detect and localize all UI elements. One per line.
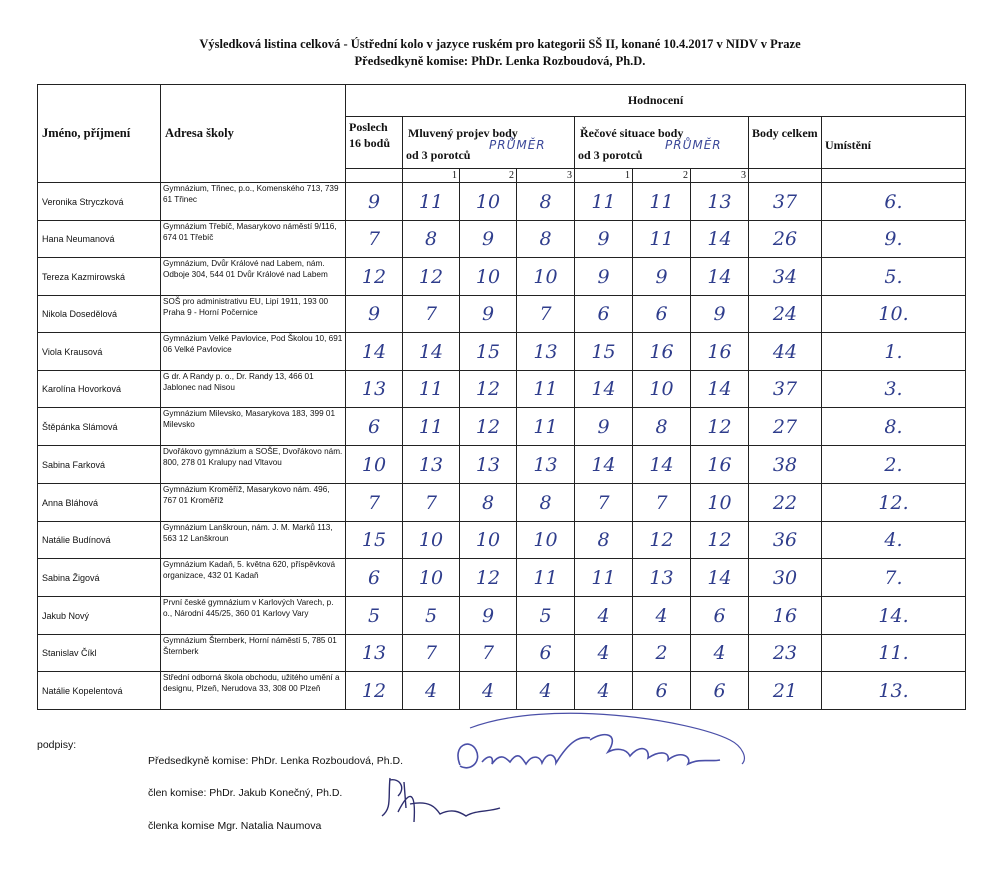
speech-judge2-score: 12 [460,559,517,597]
speech-judge-2: 2 [460,169,517,183]
listening-score: 9 [346,183,403,221]
school-address: G dr. A Randy p. o., Dr. Randy 13, 466 01 Jablonec nad Nisou [161,371,346,408]
situation-judge3-score: 14 [691,559,749,597]
student-name: Sabina Farková [38,446,161,484]
speech-judge1-score: 10 [403,559,460,597]
placement: 7. [822,559,966,597]
situation-judge2-score: 7 [633,484,691,522]
speech-judge2-score: 9 [460,296,517,333]
student-name: Nikola Dosedělová [38,296,161,333]
speech-judge3-score: 10 [517,522,575,559]
speech-judge1-score: 11 [403,408,460,446]
col-school-header: Adresa školy [161,85,346,183]
situation-judge2-score: 13 [633,559,691,597]
situation-judge2-score: 14 [633,446,691,484]
situations-avg-note: PRŮMĚR [665,138,722,152]
speech-judge1-score: 12 [403,258,460,296]
situation-judge1-score: 11 [575,559,633,597]
placement: 12. [822,484,966,522]
speech-judge1-score: 8 [403,221,460,258]
total-score: 23 [749,635,822,672]
total-score: 37 [749,183,822,221]
total-score: 30 [749,559,822,597]
total-score: 21 [749,672,822,710]
listening-score: 6 [346,408,403,446]
speech-judge1-score: 11 [403,183,460,221]
speech-judge3-score: 7 [517,296,575,333]
col-listening-header: Poslech 16 bodů [346,117,403,169]
situation-judge2-score: 8 [633,408,691,446]
member-chair: Předsedkyně komise: PhDr. Lenka Rozboudová, Ph.D. [148,755,404,767]
table-row [38,559,966,597]
speech-judge3-score: 6 [517,635,575,672]
speech-sub: od 3 porotců [406,148,471,162]
student-name: Veronika Stryczková [38,183,161,221]
listening-score: 10 [346,446,403,484]
speech-judge2-score: 10 [460,258,517,296]
speech-judge2-score: 15 [460,333,517,371]
situation-judge2-score: 11 [633,183,691,221]
document-title: Výsledková listina celková - Ústřední kolo v jazyce ruském pro kategorii SŠ II, konané 10.4.2017 v NIDV v Praze [199,37,801,51]
table-row [38,371,966,408]
speech-judge2-score: 9 [460,597,517,635]
signatures-label: podpisy: [37,739,77,751]
total-score: 38 [749,446,822,484]
listening-score: 6 [346,559,403,597]
table-row [38,635,966,672]
student-name: Stanislav Číkl [38,635,161,672]
student-name: Jakub Nový [38,597,161,635]
judge-num-blank [346,169,403,183]
situation-judge3-score: 4 [691,635,749,672]
table-row [38,333,966,371]
speech-judge1-score: 14 [403,333,460,371]
situation-judge3-score: 6 [691,597,749,635]
speech-judge3-score: 4 [517,672,575,710]
speech-judge2-score: 8 [460,484,517,522]
situation-judge3-score: 9 [691,296,749,333]
situation-judge1-score: 11 [575,183,633,221]
student-name: Natálie Kopelentová [38,672,161,710]
school-address: První české gymnázium v Karlových Varech, p. o., Národní 445/25, 360 01 Karlovy Vary [161,597,346,635]
judge-num-blank [749,169,822,183]
situation-judge2-score: 9 [633,258,691,296]
student-name: Tereza Kazmirowská [38,258,161,296]
school-address: Gymnázium, Třinec, p.o., Komenského 713, 739 61 Třinec [161,183,346,221]
situation-judge2-score: 2 [633,635,691,672]
placement: 6. [822,183,966,221]
member-konecny: člen komise: PhDr. Jakub Konečný, Ph.D. [148,787,343,799]
placement: 10. [822,296,966,333]
situation-judge2-score: 6 [633,296,691,333]
school-address: Gymnázium Třebíč, Masarykovo náměstí 9/116, 674 01 Třebíč [161,221,346,258]
situation-judge3-score: 14 [691,371,749,408]
total-score: 27 [749,408,822,446]
speech-judge1-score: 7 [403,296,460,333]
speech-judge2-score: 7 [460,635,517,672]
speech-judge2-score: 10 [460,522,517,559]
situations-judge-1: 1 [575,169,633,183]
school-address: Gymnázium Velké Pavlovice, Pod Školou 10, 691 06 Velké Pavlovice [161,333,346,371]
situation-judge3-score: 12 [691,522,749,559]
table-row [38,221,966,258]
table-row [38,408,966,446]
school-address: Gymnázium Šternberk, Horní náměstí 5, 785 01 Šternberk [161,635,346,672]
situation-judge3-score: 12 [691,408,749,446]
situation-judge3-score: 16 [691,333,749,371]
speech-judge3-score: 8 [517,484,575,522]
committee-chair-line: Předsedkyně komise: PhDr. Lenka Rozboudová, Ph.D. [354,54,646,68]
placement: 5. [822,258,966,296]
situations-sub: od 3 porotců [578,148,643,162]
situation-judge1-score: 6 [575,296,633,333]
listening-score: 7 [346,484,403,522]
col-name-header: Jméno, příjmení [38,85,161,183]
speech-judge3-score: 11 [517,408,575,446]
speech-judge3-score: 10 [517,258,575,296]
speech-judge1-score: 13 [403,446,460,484]
total-score: 24 [749,296,822,333]
total-score: 36 [749,522,822,559]
situation-judge2-score: 12 [633,522,691,559]
student-name: Hana Neumanová [38,221,161,258]
school-address: Gymnázium Lanškroun, nám. J. M. Marků 113, 563 12 Lanškroun [161,522,346,559]
speech-judge3-score: 13 [517,446,575,484]
total-score: 26 [749,221,822,258]
listening-score: 13 [346,635,403,672]
situation-judge2-score: 16 [633,333,691,371]
member-signatures [370,768,520,838]
speech-judge2-score: 12 [460,408,517,446]
student-name: Anna Bláhová [38,484,161,522]
school-address: Střední odborná škola obchodu, užitého umění a designu, Plzeň, Nerudova 33, 308 00 Plzeň [161,672,346,710]
student-name: Karolína Hovorková [38,371,161,408]
situation-judge2-score: 4 [633,597,691,635]
placement: 11. [822,635,966,672]
results-table [37,84,966,710]
speech-judge2-score: 4 [460,672,517,710]
table-row [38,522,966,559]
placement: 8. [822,408,966,446]
situation-judge1-score: 8 [575,522,633,559]
speech-judge-3: 3 [517,169,575,183]
speech-judge3-score: 13 [517,333,575,371]
speech-judge2-score: 12 [460,371,517,408]
speech-judge1-score: 4 [403,672,460,710]
situations-judge-3: 3 [691,169,749,183]
table-row [38,258,966,296]
listening-score: 15 [346,522,403,559]
situation-judge3-score: 14 [691,221,749,258]
situation-judge3-score: 10 [691,484,749,522]
listening-score: 12 [346,258,403,296]
speech-judge3-score: 5 [517,597,575,635]
speech-judge1-score: 10 [403,522,460,559]
table-row [38,446,966,484]
placement: 14. [822,597,966,635]
situation-judge1-score: 4 [575,635,633,672]
situation-judge1-score: 14 [575,371,633,408]
situation-judge1-score: 9 [575,408,633,446]
speech-judge2-score: 9 [460,221,517,258]
situations-judge-2: 2 [633,169,691,183]
table-row [38,597,966,635]
student-name: Sabina Žigová [38,559,161,597]
listening-score: 12 [346,672,403,710]
situation-judge1-score: 15 [575,333,633,371]
school-address: Gymnázium Kroměříž, Masarykovo nám. 496, 767 01 Kroměříž [161,484,346,522]
placement: 13. [822,672,966,710]
speech-judge1-score: 7 [403,484,460,522]
table-row [38,296,966,333]
situation-judge2-score: 6 [633,672,691,710]
col-situations-header [575,117,749,169]
total-score: 44 [749,333,822,371]
student-name: Viola Krausová [38,333,161,371]
col-rating-header: Hodnocení [346,85,966,117]
col-total-header: Body celkem [749,117,822,169]
situation-judge1-score: 4 [575,597,633,635]
school-address: Dvořákovo gymnázium a SOŠE, Dvořákovo nám. 800, 278 01 Kralupy nad Vltavou [161,446,346,484]
school-address: SOŠ pro administrativu EU, Lipí 1911, 193 00 Praha 9 - Horní Počernice [161,296,346,333]
judge-num-blank [822,169,966,183]
situation-judge3-score: 6 [691,672,749,710]
situation-judge1-score: 7 [575,484,633,522]
listening-score: 5 [346,597,403,635]
student-name: Štěpánka Slámová [38,408,161,446]
listening-score: 13 [346,371,403,408]
speech-judge2-score: 10 [460,183,517,221]
col-speech-header [403,117,575,169]
placement: 4. [822,522,966,559]
speech-judge3-score: 8 [517,221,575,258]
speech-judge2-score: 13 [460,446,517,484]
total-score: 37 [749,371,822,408]
listening-score: 9 [346,296,403,333]
situation-judge1-score: 14 [575,446,633,484]
situation-judge1-score: 9 [575,221,633,258]
situation-judge3-score: 14 [691,258,749,296]
school-address: Gymnázium Milevsko, Masarykova 183, 399 01 Milevsko [161,408,346,446]
speech-judge3-score: 8 [517,183,575,221]
situation-judge1-score: 9 [575,258,633,296]
speech-judge-1: 1 [403,169,460,183]
school-address: Gymnázium Kadaň, 5. května 620, příspěvková organizace, 432 01 Kadaň [161,559,346,597]
placement: 9. [822,221,966,258]
total-score: 16 [749,597,822,635]
speech-judge3-score: 11 [517,371,575,408]
situation-judge3-score: 16 [691,446,749,484]
speech-avg-note: PRŮMĚR [489,138,546,152]
placement: 3. [822,371,966,408]
speech-judge1-score: 7 [403,635,460,672]
speech-judge3-score: 11 [517,559,575,597]
placement: 1. [822,333,966,371]
member-naumova: členka komise Mgr. Natalia Naumova [148,820,322,832]
table-row [38,183,966,221]
placement: 2. [822,446,966,484]
speech-judge1-score: 11 [403,371,460,408]
school-address: Gymnázium, Dvůr Králové nad Labem, nám. Odboje 304, 544 01 Dvůr Králové nad Labem [161,258,346,296]
table-row [38,484,966,522]
listening-score: 7 [346,221,403,258]
total-score: 22 [749,484,822,522]
speech-judge1-score: 5 [403,597,460,635]
total-score: 34 [749,258,822,296]
col-place-header: Umístění [822,117,966,169]
listening-score: 14 [346,333,403,371]
situation-judge2-score: 11 [633,221,691,258]
student-name: Natálie Budínová [38,522,161,559]
speech-title: Mluvený projev body [408,126,518,140]
situations-title: Řečové situace body [580,126,684,140]
situation-judge2-score: 10 [633,371,691,408]
situation-judge3-score: 13 [691,183,749,221]
situation-judge1-score: 4 [575,672,633,710]
